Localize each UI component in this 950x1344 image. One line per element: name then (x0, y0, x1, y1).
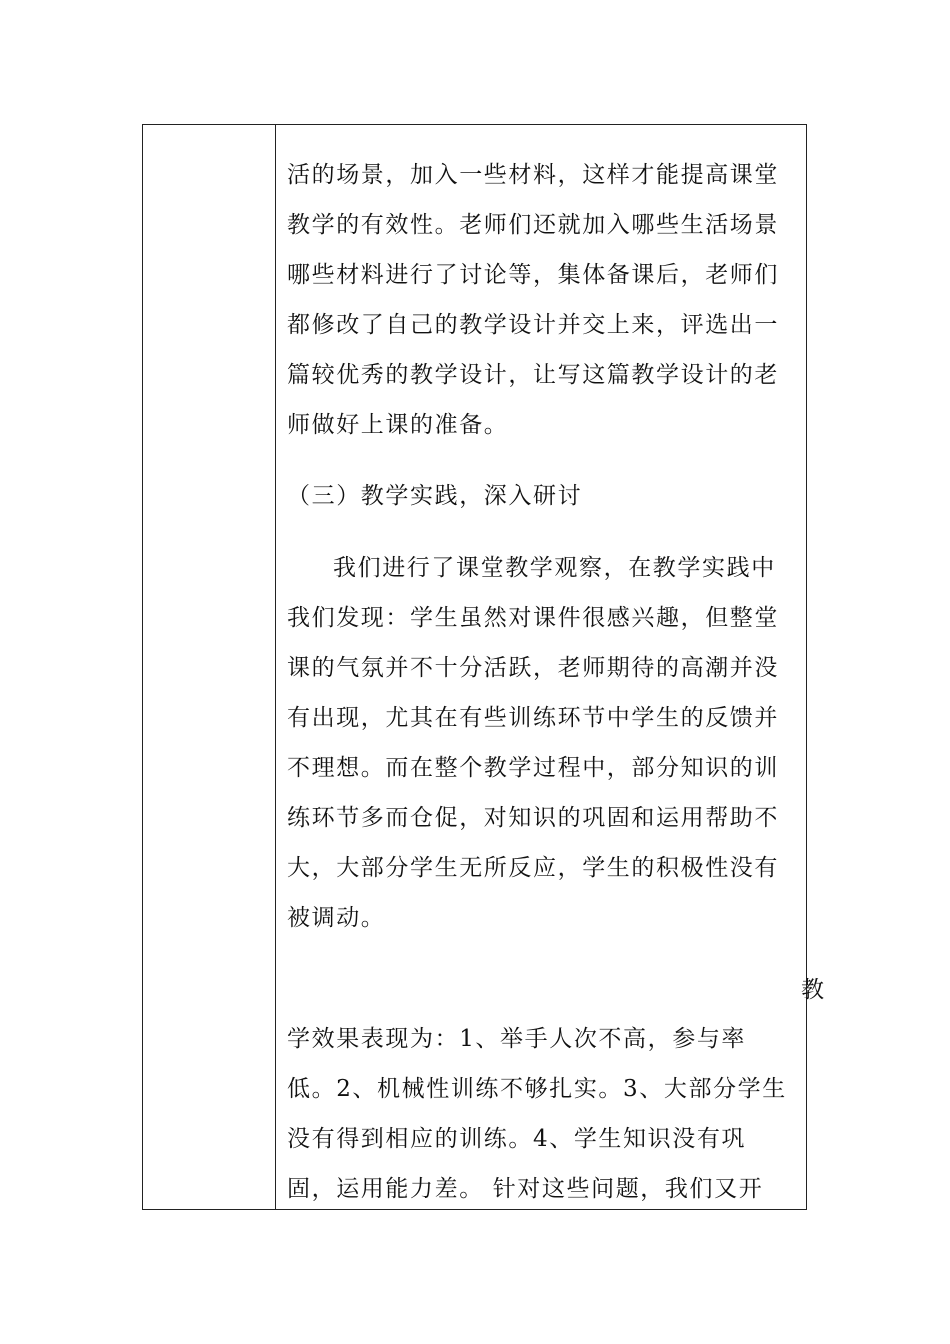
text-line: 课的气氛并不十分活跃，老师期待的高潮并没 (287, 655, 779, 681)
text-line: 大，大部分学生无所反应，学生的积极性没有 (287, 855, 779, 881)
text-line: 师做好上课的准备。 (287, 412, 509, 438)
text-line: 篇较优秀的教学设计，让写这篇教学设计的老 (287, 362, 779, 388)
text-line: 我们进行了课堂教学观察，在教学实践中 (333, 555, 776, 581)
text-line: 被调动。 (287, 905, 386, 931)
text-line: 我们发现：学生虽然对课件很感兴趣，但整堂 (287, 605, 779, 631)
text-line: 活的场景，加入一些材料，这样才能提高课堂 (287, 162, 779, 188)
text-line: 有出现，尤其在有些训练环节中学生的反馈并 (287, 705, 779, 731)
text-line: 没有得到相应的训练。4、学生知识没有巩 (287, 1126, 747, 1152)
text-line: 教学的有效性。老师们还就加入哪些生活场景 (287, 212, 779, 238)
text-line: 固，运用能力差。 针对这些问题，我们又开 (287, 1176, 764, 1202)
text-line: 都修改了自己的教学设计并交上来，评选出一 (287, 312, 779, 338)
section-heading: （三）教学实践，深入研讨 (287, 483, 583, 509)
text-line: 不理想。而在整个教学过程中，部分知识的训 (287, 755, 779, 781)
overflow-char: 教 (801, 977, 826, 1003)
text-line: 低。2、机械性训练不够扎实。3、大部分学生 (287, 1076, 787, 1102)
column-divider (275, 124, 276, 1210)
text-line: 练环节多而仓促，对知识的巩固和运用帮助不 (287, 805, 779, 831)
text-line: 学效果表现为：1、举手人次不高，参与率 (287, 1026, 747, 1052)
text-line: 哪些材料进行了讨论等，集体备课后，老师们 (287, 262, 779, 288)
